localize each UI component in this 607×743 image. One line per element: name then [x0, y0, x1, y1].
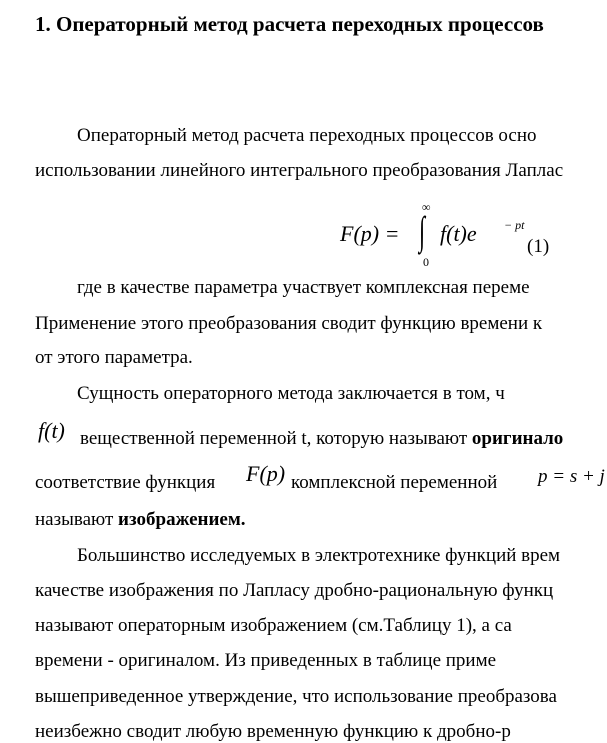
formula-number: (1): [527, 236, 550, 257]
term-image: изображением.: [118, 509, 246, 530]
paragraph4-line4: времени - оригиналом. Из приведенных в таблице приме: [35, 650, 497, 671]
formula-lower-limit: 0: [423, 255, 429, 269]
term-original: оригинало: [471, 428, 564, 449]
formula-exponent: − pt: [504, 218, 525, 232]
formula-integrand: f(t)e: [440, 221, 477, 246]
paragraph4-line5: вышеприведенное утверждение, что использование преобразова: [35, 686, 557, 707]
paragraph4-line3: называют операторным изображением (см.Таблицу 1), а са: [35, 615, 512, 636]
paragraph3-line4: [35, 509, 246, 531]
paragraph3-line1: Сущность операторного метода заключается в том, ч: [77, 383, 505, 404]
paragraph3-line3-start: соответствие функция: [35, 472, 216, 493]
function-f-t: f(t): [38, 418, 65, 443]
paragraph2-line1: где в качестве параметра участвует комплексная переме: [77, 277, 530, 298]
paragraph4-line2: качестве изображения по Лапласу дробно-рациональную функц: [35, 580, 554, 601]
paragraph3-line3-mid: комплексной переменной: [291, 472, 498, 493]
paragraph3-line4-text: называют: [35, 509, 114, 530]
paragraph1-line1: Операторный метод расчета переходных процессов осно: [77, 125, 537, 146]
paragraph2-line3: от этого параметра.: [35, 347, 193, 368]
paragraph4-line6: неизбежно сводит любую временную функцию к дробно-р: [35, 721, 511, 742]
paragraph1-line2: использовании линейного интегрального преобразования Лаплас: [35, 160, 564, 181]
formula-lhs: F(p) =: [340, 221, 400, 246]
paragraph4-line1: Большинство исследуемых в электротехнике функций врем: [77, 545, 561, 566]
formula-upper-limit: ∞: [422, 200, 431, 214]
complex-variable-expr: p = s + j: [538, 466, 605, 487]
section-heading: 1. Операторный метод расчета переходных процессов: [35, 12, 544, 36]
function-F-p: F(p): [246, 461, 286, 486]
paragraph3-line2-text: вещественной переменной t, которую называют: [80, 428, 468, 449]
integral-sign: ∫: [419, 208, 426, 253]
paragraph2-line2: Применение этого преобразования сводит функцию времени к: [35, 313, 543, 334]
paragraph3-line2: [80, 428, 563, 450]
